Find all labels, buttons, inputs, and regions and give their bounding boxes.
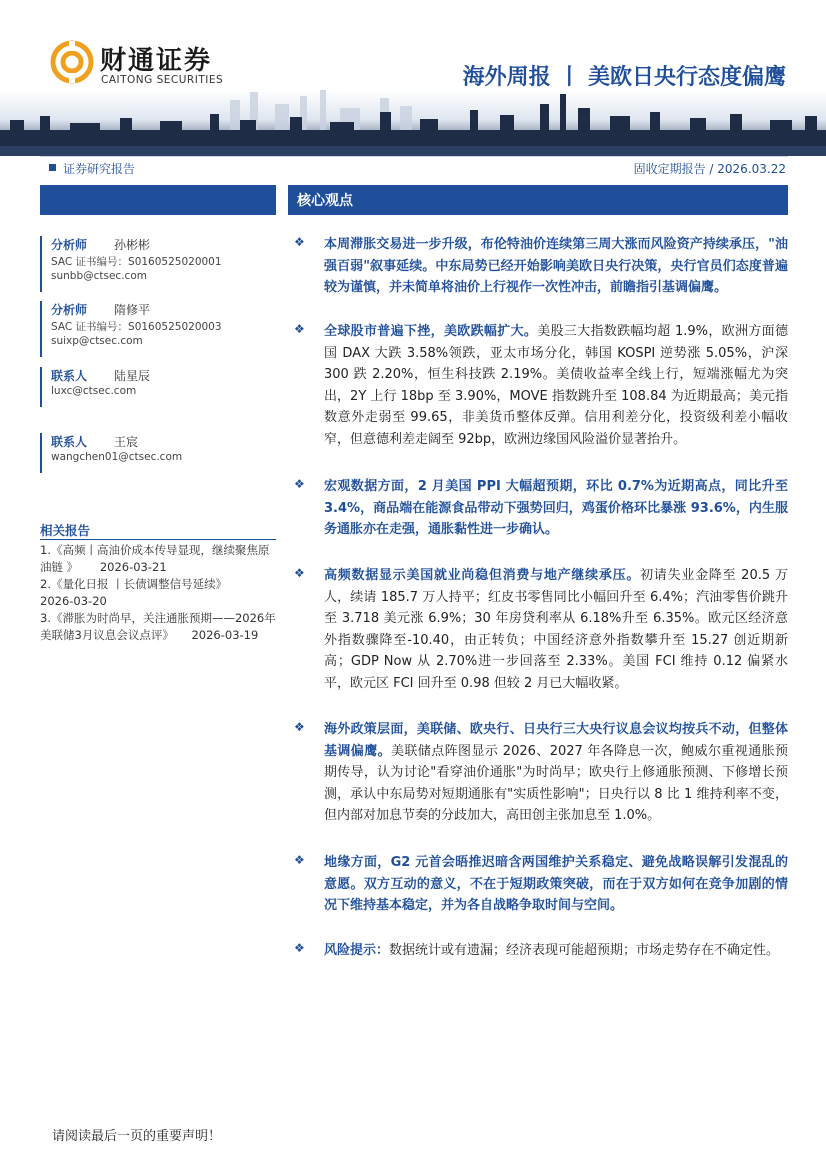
analyst-email[interactable]: suixp@ctsec.com — [51, 335, 143, 347]
core-paragraph — [294, 565, 788, 705]
paragraph-text — [324, 565, 788, 694]
contact-name: 陆星辰 — [114, 369, 151, 383]
logo-text: 财通证券 — [100, 46, 213, 76]
related-report-item[interactable] — [40, 576, 276, 610]
related-report-text: 3.《滞胀为时尚早，关注通胀预期——2026年美联储3月议息会议点评》 — [40, 611, 276, 642]
core-paragraph — [294, 719, 788, 831]
paragraph-lead: 海外政策层面，美联储、欧央行、日央行三大央行议息会议均按兵不动，但整体基调偏鹰。 — [324, 722, 788, 759]
analyst-sac: SAC 证书编号：S0160525020001 — [51, 256, 222, 268]
analyst-email[interactable]: sunbb@ctsec.com — [51, 270, 147, 282]
paragraph-lead: 宏观数据方面，2 月美国 PPI 大幅超预期，环比 0.7%为近期高点，同比升至 3.4%，商品端在能源食品带动下强势回归，鸡蛋价格环比暴涨 93.6%，内生服务通胀亦在走强，通胀黏性进一步确认。 — [324, 479, 788, 537]
core-paragraph — [294, 234, 788, 304]
diamond-bullet-icon: ❖ — [294, 566, 305, 580]
core-view-title: 核心观点 — [297, 193, 353, 209]
paragraph-text — [324, 234, 788, 299]
analyst-accent-line — [40, 236, 42, 292]
diamond-bullet-icon: ❖ — [294, 322, 305, 336]
disclaimer-note: 请阅读最后一页的重要声明！ — [52, 1129, 222, 1144]
analyst-role: 分析师 — [51, 238, 88, 252]
paragraph-text — [324, 852, 788, 917]
paragraph-body: 美联储点阵图显示 2026、2027 年各降息一次，鲍威尔重视通胀预期传导，认为讨论"看穿油价通胀"为时尚早；欧央行上修通胀预测、下修增长预测，承认中东局势对短期通胀有"实质性影响"；日央行以 8 比 1 维持利率不变，但内部对加息节奏的分歧加大，高田创主张加息至 1.0%。 — [324, 743, 788, 823]
left-column-header-bar — [40, 185, 276, 215]
analyst-accent-line — [40, 301, 42, 357]
related-reports-list — [40, 542, 276, 644]
square-bullet-icon — [49, 164, 56, 171]
related-report-item[interactable] — [40, 542, 276, 576]
core-view-header-bar — [288, 185, 788, 215]
paragraph-lead: 风险提示： — [324, 943, 390, 958]
analyst-role: 分析师 — [51, 303, 88, 317]
analyst-card — [40, 236, 276, 292]
report-title: 海外周报 丨 美欧日央行态度偏鹰 — [462, 65, 786, 90]
header-divider — [40, 156, 788, 157]
related-report-text: 1.《高频丨高油价成本传导显现，继续聚焦原油链 》 — [40, 543, 270, 574]
contact-card — [40, 367, 276, 407]
related-reports-divider — [40, 539, 276, 540]
contact-accent-line — [40, 433, 42, 473]
related-report-date: 2026-03-19 — [191, 628, 259, 642]
diamond-bullet-icon: ❖ — [294, 853, 305, 867]
paragraph-text — [324, 719, 788, 827]
paragraph-body: 初请失业金降至 20.5 万人，续请 185.7 万人持平；红皮书零售同比小幅回升至 6.4%；汽油零售价跳升至 3.718 美元涨 6.9%；30 年房贷利率从 6.18%升至 6.35%。欧元区经济意外指数骤降至-10.40，由正转负；中国经济意外指数攀升至 15.27 创近期新高；GDP Now 从 2.70%进一步回落至 2.33%。美国 FCI 维持 0.12 偏紧水平，欧元区 FCI 回升至 0.98 但较 2 月已大幅收紧。 — [324, 568, 788, 691]
analyst-name: 孙彬彬 — [114, 238, 151, 252]
paragraph-body: 美股三大指数跌幅均超 1.9%，欧洲方面德国 DAX 大跌 3.58%领跌，亚太市场分化，韩国 KOSPI 逆势涨 5.05%，沪深 300 跌 2.20%，恒生科技跌 2.19%。美债收益率全线上行，短端涨幅尤为突出，2Y 上行 18bp 至 3.90%，MOVE 指数跳升至 108.84 为近期最高；美元指数意外走弱至 99.65，非美货币整体反弹。信用利差分化，投资级利差小幅收窄，但意德利差走阔至 92bp，欧洲边缘国风险溢价显著抬升。 — [324, 324, 788, 447]
paragraph-lead: 本周滞胀交易进一步升级，布伦特油价连续第三周大涨而风险资产持续承压，"油强百弱"叙事延续。中东局势已经开始影响美欧日央行决策，央行官员们态度普遍较为谨慎，并未简单将油价上行视作一次性冲击，前瞻指引基调偏鹰。 — [324, 237, 788, 295]
contact-card — [40, 433, 276, 473]
paragraph-text — [324, 476, 788, 541]
related-report-text: 2.《量化日报 丨长债调整信号延续》 — [40, 577, 228, 591]
core-paragraph — [294, 321, 788, 461]
contact-role: 联系人 — [51, 435, 88, 449]
logo-emblem-icon — [50, 40, 94, 84]
logo-subtext: CAITONG SECURITIES — [101, 74, 224, 86]
paragraph-body: 数据统计或有遗漏；经济表现可能超预期；市场走势存在不确定性。 — [389, 943, 780, 958]
related-report-date: 2026-03-20 — [40, 594, 107, 608]
diamond-bullet-icon: ❖ — [294, 235, 305, 249]
core-paragraph — [294, 940, 788, 986]
contact-role: 联系人 — [51, 369, 88, 383]
paragraph-lead: 全球股市普遍下挫，美欧跌幅扩大。 — [324, 324, 538, 339]
paragraph-text — [324, 321, 788, 450]
paragraph-lead: 高频数据显示美国就业尚稳但消费与地产继续承压。 — [324, 568, 641, 583]
related-report-date: 2026-03-21 — [99, 560, 167, 574]
contact-email[interactable]: wangchen01@ctsec.com — [51, 451, 183, 463]
contact-accent-line — [40, 367, 42, 407]
paragraph-lead: 地缘方面，G2 元首会晤推迟暗含两国维护关系稳定、避免战略误解引发混乱的意愿。双方互动的意义，不在于短期政策突破，而在于双方如何在竞争加剧的情况下维持基本稳定，并为各自战略争取时间与空间。 — [324, 855, 788, 913]
doc-type-label: 证券研究报告 — [63, 162, 136, 176]
contact-name: 王宸 — [114, 435, 139, 449]
related-reports-title: 相关报告 — [40, 523, 91, 538]
doc-date-label: 固收定期报告 / 2026.03.22 — [633, 162, 786, 176]
diamond-bullet-icon: ❖ — [294, 941, 305, 955]
diamond-bullet-icon: ❖ — [294, 477, 305, 491]
analyst-card — [40, 301, 276, 357]
diamond-bullet-icon: ❖ — [294, 720, 305, 734]
paragraph-text — [324, 940, 788, 962]
analyst-sac: SAC 证书编号：S0160525020003 — [51, 321, 222, 333]
related-report-item[interactable] — [40, 610, 276, 644]
city-skyline-banner — [0, 90, 826, 156]
core-paragraph — [294, 476, 788, 546]
core-paragraph — [294, 852, 788, 922]
analyst-name: 隋修平 — [114, 303, 151, 317]
contact-email[interactable]: luxc@ctsec.com — [51, 385, 137, 397]
